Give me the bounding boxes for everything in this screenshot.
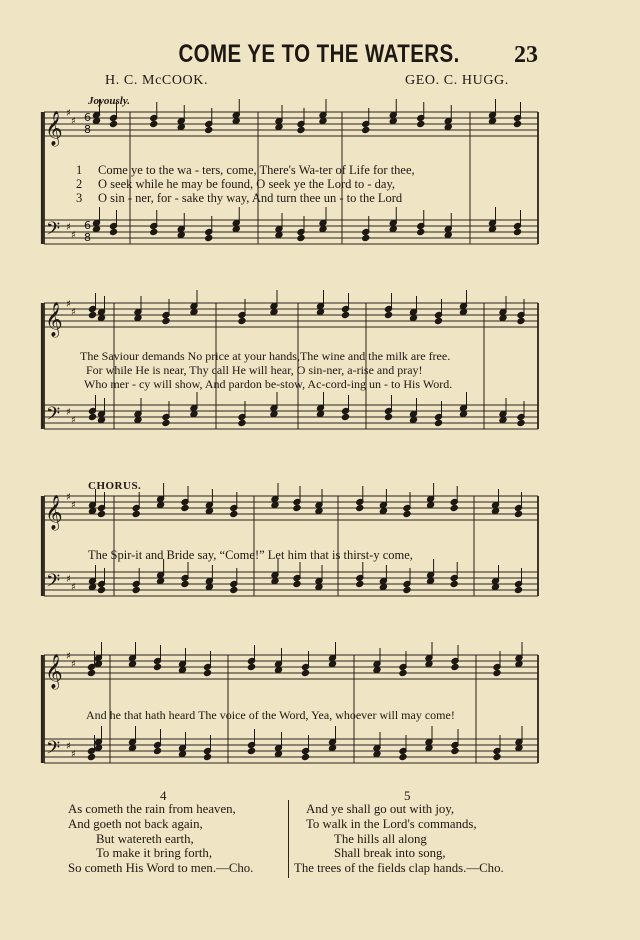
- note-head: [203, 753, 211, 760]
- note-head: [109, 228, 117, 235]
- note-head: [513, 120, 521, 127]
- clef-icon: ♯: [71, 230, 76, 241]
- note-head: [341, 413, 349, 420]
- clef-icon: ♯: [71, 415, 76, 426]
- note-head: [230, 510, 238, 517]
- note-head: [384, 413, 392, 420]
- stanza-line: To walk in the Lord's commands,: [306, 817, 477, 831]
- stanza-line: The trees of the fields clap hands.—Cho.: [294, 861, 504, 875]
- stanza-line: To make it bring forth,: [96, 846, 213, 860]
- stanza-number: 4: [160, 788, 167, 803]
- clef-icon: ♯: [66, 222, 71, 233]
- clef-icon: 𝄞: [45, 654, 63, 689]
- system2-lyric-1: The Saviour demands No price at your hands,The wine and the milk are free.: [80, 349, 451, 363]
- clef-icon: ♯: [66, 651, 71, 662]
- note-head: [153, 747, 161, 754]
- note-head: [205, 126, 213, 133]
- stanza-line: So cometh His Word to men.—Cho.: [68, 861, 254, 875]
- note-head: [153, 663, 161, 670]
- clef-icon: 𝄞: [45, 495, 63, 530]
- note-head: [451, 747, 459, 754]
- stanza-line: But watereth earth,: [96, 832, 194, 846]
- verse-number: 1: [76, 163, 83, 177]
- note-head: [514, 586, 522, 593]
- note-head: [362, 126, 370, 133]
- note-head: [356, 580, 364, 587]
- clef-icon: ♯: [71, 116, 76, 127]
- note-head: [450, 504, 458, 511]
- note-head: [297, 126, 305, 133]
- note-head: [493, 753, 501, 760]
- note-head: [181, 580, 189, 587]
- note-head: [238, 317, 246, 324]
- clef-icon: 8: [84, 123, 91, 136]
- clef-icon: 6: [84, 219, 91, 232]
- clef-icon: ♯: [71, 659, 76, 670]
- note-head: [109, 120, 117, 127]
- clef-icon: 𝄞: [45, 111, 63, 146]
- note-head: [88, 413, 96, 420]
- note-head: [301, 669, 309, 676]
- note-head: [132, 586, 140, 593]
- clef-icon: 𝄢: [46, 219, 61, 244]
- note-head: [97, 586, 105, 593]
- clef-icon: ♯: [66, 492, 71, 503]
- verse-2-lyric: O seek while he may be found, O seek ye the Lord to - day,: [98, 177, 396, 191]
- verse-number: 2: [76, 177, 83, 191]
- clef-icon: 𝄞: [45, 302, 63, 337]
- note-head: [513, 228, 521, 235]
- note-head: [450, 580, 458, 587]
- note-head: [297, 234, 305, 241]
- system2-lyric-2: For while He is near, Thy call He will hear, O sin-ner, a-rise and pray!: [86, 363, 423, 377]
- system2-lyric-3: Who mer - cy will show, And pardon be-stow, Ac-cord-ing un - to His Word.: [84, 377, 453, 391]
- verse-1-lyric: Come ye to the wa - ters, come, There's Wa-ter of Life for thee,: [98, 163, 415, 177]
- note-head: [434, 419, 442, 426]
- verse-number: 3: [76, 191, 83, 205]
- system3-lyric: The Spir-it and Bride say, “Come!” Let him that is thirst-y come,: [88, 548, 413, 562]
- chorus-label: CHORUS.: [88, 480, 142, 492]
- system4-lyric: And he that hath heard The voice of the Word, Yea, whoever will may come!: [86, 708, 455, 722]
- clef-icon: ♯: [71, 307, 76, 318]
- note-head: [301, 753, 309, 760]
- stanza-line: As cometh the rain from heaven,: [68, 802, 236, 816]
- clef-icon: 8: [84, 231, 91, 244]
- clef-icon: 6: [84, 111, 91, 124]
- clef-icon: ♯: [71, 500, 76, 511]
- note-head: [162, 317, 170, 324]
- clef-icon: ♯: [71, 749, 76, 760]
- note-head: [399, 753, 407, 760]
- note-head: [384, 311, 392, 318]
- note-head: [150, 228, 158, 235]
- clef-icon: ♯: [66, 741, 71, 752]
- note-head: [88, 311, 96, 318]
- note-head: [362, 234, 370, 241]
- note-head: [417, 120, 425, 127]
- note-head: [514, 510, 522, 517]
- composer-credit: GEO. C. HUGG.: [405, 73, 509, 88]
- clef-icon: ♯: [66, 299, 71, 310]
- note-head: [417, 228, 425, 235]
- stanza-line: Shall break into song,: [334, 846, 446, 860]
- note-head: [97, 510, 105, 517]
- verse-3-lyric: O sin - ner, for - sake thy way, And turn thee un - to the Lord: [98, 191, 403, 205]
- note-head: [247, 663, 255, 670]
- note-head: [341, 311, 349, 318]
- note-head: [356, 504, 364, 511]
- note-head: [150, 120, 158, 127]
- note-head: [517, 419, 525, 426]
- lyricist-credit: H. C. McCOOK.: [105, 73, 209, 88]
- note-head: [203, 669, 211, 676]
- clef-icon: ♯: [66, 574, 71, 585]
- note-head: [87, 669, 95, 676]
- stanza-divider: [288, 800, 289, 878]
- note-head: [293, 580, 301, 587]
- note-head: [403, 510, 411, 517]
- clef-icon: 𝄢: [46, 738, 61, 763]
- note-head: [403, 586, 411, 593]
- clef-icon: ♯: [66, 108, 71, 119]
- clef-icon: 𝄢: [46, 571, 61, 596]
- stanza-line: The hills all along: [334, 832, 427, 846]
- note-head: [451, 663, 459, 670]
- note-head: [517, 317, 525, 324]
- note-head: [162, 419, 170, 426]
- clef-icon: ♯: [71, 582, 76, 593]
- stanza-line: And goeth not back again,: [68, 817, 203, 831]
- note-head: [87, 753, 95, 760]
- note-head: [293, 504, 301, 511]
- stanza-number: 5: [404, 788, 411, 803]
- note-head: [181, 504, 189, 511]
- clef-icon: 𝄢: [46, 404, 61, 429]
- note-head: [230, 586, 238, 593]
- tempo-marking: Joyously.: [88, 95, 131, 107]
- note-head: [434, 317, 442, 324]
- note-head: [205, 234, 213, 241]
- note-head: [493, 669, 501, 676]
- hymn-title: COME YE TO THE WATERS.: [178, 40, 460, 68]
- stanza-line: And ye shall go out with joy,: [306, 802, 455, 816]
- note-head: [247, 747, 255, 754]
- clef-icon: ♯: [66, 407, 71, 418]
- note-head: [238, 419, 246, 426]
- note-head: [399, 669, 407, 676]
- note-head: [132, 510, 140, 517]
- page-number: 23: [514, 42, 538, 68]
